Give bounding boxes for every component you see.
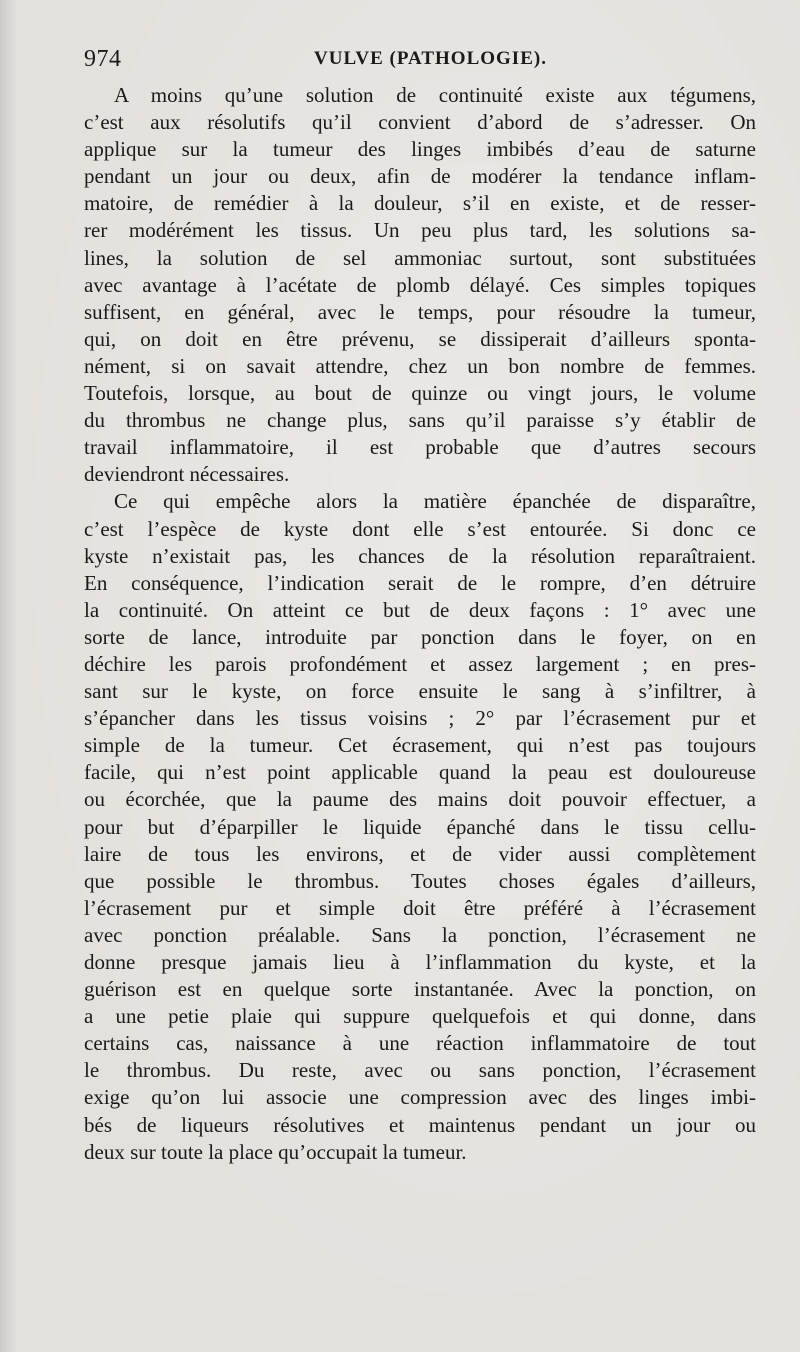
text-line: kyste n’existait pas, les chances de la résolution reparaîtraient. — [84, 543, 756, 568]
text-line: A moins qu’une solution de continuité existe aux tégumens, — [114, 83, 756, 107]
text-line: que possible le thrombus. Toutes choses égales d’ailleurs, — [84, 868, 756, 893]
text-line: s’épancher dans les tissus voisins ; 2° par l’écrasement pur et — [84, 706, 756, 731]
text-line: pour but d’éparpiller le liquide épanché dans le tissu cellu- — [84, 814, 756, 839]
text-line: ou écorchée, que la paume des mains doit pouvoir effectuer, a — [84, 787, 756, 812]
text-line: sorte de lance, introduite par ponction dans le foyer, on en — [84, 624, 756, 649]
text-line: c’est l’espèce de kyste dont elle s’est entourée. Si donc ce — [84, 516, 756, 541]
text-line: En conséquence, l’indication serait de le rompre, d’en détruire — [84, 570, 756, 595]
body-text — [84, 82, 756, 1166]
text-line: nément, si on savait attendre, chez un bon nombre de femmes. — [84, 353, 756, 378]
text-line: Ce qui empêche alors la matière épanchée de disparaître, — [114, 489, 756, 514]
text-line: sant sur le kyste, on force ensuite le sang à s’infiltrer, à — [84, 679, 756, 704]
text-line: avec ponction préalable. Sans la ponction, l’écrasement ne — [84, 922, 756, 947]
text-line: Toutefois, lorsque, au bout de quinze ou vingt jours, le volume — [84, 381, 756, 406]
text-line: guérison est en quelque sorte instantanée. Avec la ponction, on — [84, 977, 756, 1002]
text-line: pendant un jour ou deux, afin de modérer la tendance inflam- — [84, 164, 756, 189]
text-line: déchire les parois profondément et assez largement ; en pres- — [84, 651, 756, 676]
text-line: qui, on doit en être prévenu, se dissiperait d’ailleurs sponta- — [84, 326, 756, 351]
text-line: exige qu’on lui associe une compression avec des linges imbi- — [84, 1085, 756, 1110]
text-line: deux sur toute la place qu’occupait la tumeur. — [84, 1139, 467, 1164]
text-line: donne presque jamais lieu à l’inflammation du kyste, et la — [84, 950, 756, 974]
text-line: certains cas, naissance à une réaction inflammatoire de tout — [84, 1031, 756, 1056]
paragraph-1 — [84, 82, 756, 488]
text-line: travail inflammatoire, il est probable que d’autres secours — [84, 435, 756, 460]
text-line: avec avantage à l’acétate de plomb délayé. Ces simples topiques — [84, 272, 756, 297]
text-line: deviendront nécessaires. — [84, 462, 290, 487]
text-line: rer modérément les tissus. Un peu plus tard, les solutions sa- — [84, 218, 756, 243]
text-line: laire de tous les environs, et de vider aussi complètement — [84, 841, 756, 866]
text-line: matoire, de remédier à la douleur, s’il en existe, et de resser- — [84, 191, 756, 216]
text-line: facile, qui n’est point applicable quand la peau est douloureuse — [84, 760, 756, 785]
page-number: 974 — [84, 46, 122, 72]
text-line: lines, la solution de sel ammoniac surtout, sont substituées — [84, 245, 756, 270]
page-header — [84, 38, 756, 78]
text-line: c’est aux résolutifs qu’il convient d’abord de s’adresser. On — [84, 110, 756, 135]
text-line: applique sur la tumeur des linges imbibés d’eau de saturne — [84, 137, 756, 162]
text-line: du thrombus ne change plus, sans qu’il paraisse s’y établir de — [84, 408, 756, 433]
text-line: le thrombus. Du reste, avec ou sans ponction, l’écrasement — [84, 1058, 756, 1083]
text-line: suffisent, en général, avec le temps, pour résoudre la tumeur, — [84, 299, 756, 324]
text-line: l’écrasement pur et simple doit être préféré à l’écrasement — [84, 895, 756, 920]
text-line: la continuité. On atteint ce but de deux façons : 1° avec une — [84, 597, 756, 622]
text-line: bés de liqueurs résolutives et maintenus pendant un jour ou — [84, 1112, 756, 1137]
text-line: a une petie plaie qui suppure quelquefois et qui donne, dans — [84, 1004, 756, 1029]
text-line: simple de la tumeur. Cet écrasement, qui n’est pas toujours — [84, 733, 756, 758]
running-title: VULVE (PATHOLOGIE). — [314, 48, 547, 69]
paragraph-2 — [84, 488, 756, 1165]
